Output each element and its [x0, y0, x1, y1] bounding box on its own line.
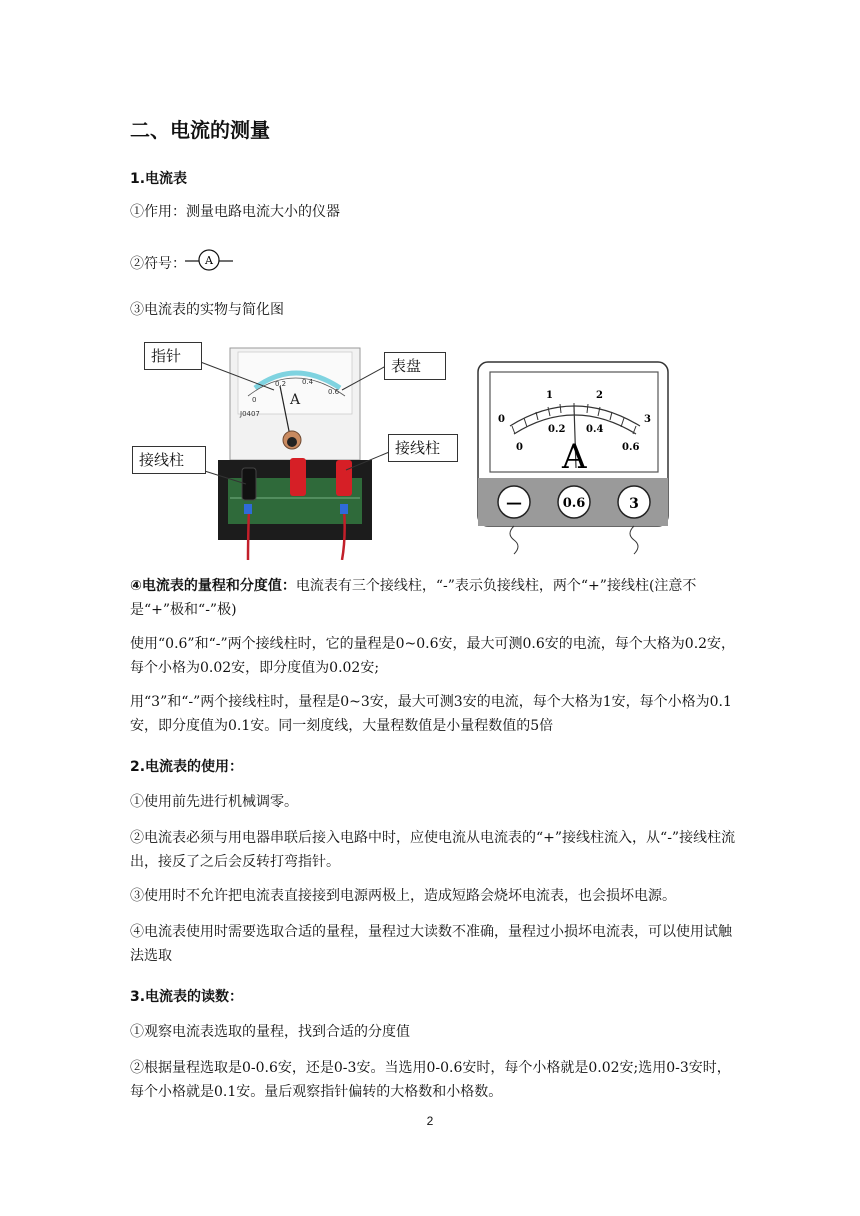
range-lead: ④电流表的量程和分度值：	[130, 578, 296, 594]
ammeter-symbol-icon	[185, 248, 235, 274]
heading-reading: 3.电流表的读数：	[130, 989, 244, 1005]
terminal-negative: —	[506, 493, 522, 512]
reading-item: ①观察电流表选取的量程，找到合适的分度值	[130, 1024, 410, 1040]
reading-item: ②根据量程选取是0-0.6安，还是0-3安。当选用0-0.6安时，每个小格就是0.02安;选用0-3安时，每个小格就是0.1安。量后观察指针偏转的大格数和小格数。	[130, 1060, 731, 1100]
usage-item: ④电流表使用时需要选取合适的量程，量程过大读数不准确，量程过小损坏电流表，可以使用试触法选取	[130, 924, 732, 964]
paragraph-range	[130, 574, 736, 622]
lower-scale-label: 0.4	[586, 424, 604, 435]
heading-usage: 2.电流表的使用：	[130, 759, 244, 775]
diagram-meter-letter: A	[562, 437, 587, 477]
usage-item: ③使用时不允许把电流表直接接到电源两极上，造成短路会烧坏电流表，也会损坏电源。	[130, 888, 676, 904]
terminal-3: 3	[629, 496, 639, 512]
usage-item: ①使用前先进行机械调零。	[130, 794, 298, 810]
paragraph-range-3: 用“3”和“-”两个接线柱时，量程是0~3安，最大可测3安的电流，每个大格为1安，每个小格为0.1安，即分度值为0.1安。同一刻度线，大量程数值是小量程数值的5倍	[130, 694, 732, 734]
photo-scale-label: 0.2	[275, 380, 287, 388]
photo-scale-label: 0.4	[302, 378, 314, 386]
upper-scale-label: 0	[498, 414, 505, 425]
usage-item: ②电流表必须与用电器串联后接入电路中时，应使电流从电流表的“+”接线柱流入，从“-”接线柱流出，接反了之后会反转打弯指针。	[130, 830, 736, 870]
callout-terminal-left: 接线柱	[132, 446, 206, 474]
upper-scale-label: 3	[644, 414, 651, 425]
terminal-0.6: 0.6	[562, 496, 586, 511]
photo-scale-label: 0	[252, 396, 257, 404]
paragraph-range-06: 使用“0.6”和“-”两个接线柱时，它的量程是0~0.6安，最大可测0.6安的电流，每个大格为0.2安，每个小格为0.02安，即分度值为0.02安;	[130, 636, 736, 676]
callout-dial: 表盘	[384, 352, 446, 380]
photo-meter-letter: A	[290, 392, 301, 408]
page-number: 2	[426, 1114, 434, 1128]
paragraph-function: ①作用：测量电路电流大小的仪器	[130, 204, 340, 220]
photo-scale-label: 0.6	[328, 388, 340, 396]
lower-scale-label: 0.6	[622, 442, 640, 453]
paragraph-symbol	[130, 252, 186, 276]
ammeter-photo	[130, 338, 460, 560]
callout-terminal-right: 接线柱	[388, 434, 458, 462]
section-title: 二、电流的测量	[130, 118, 270, 142]
lower-scale-label: 0	[516, 442, 523, 453]
heading-ammeter: 1.电流表	[130, 171, 188, 187]
callout-pointer: 指针	[144, 342, 202, 370]
photo-model: J0407	[240, 410, 260, 418]
paragraph-pictures: ③电流表的实物与简化图	[130, 302, 284, 318]
ammeter-symbol-letter: A	[205, 254, 213, 267]
ammeter-diagram	[474, 356, 674, 560]
range-rest: 电流表有三个接线柱，“-”表示负接线柱，两个“+”接线柱(注意不是“+”极和“-”极)	[130, 578, 697, 618]
upper-scale-label: 1	[546, 390, 553, 401]
lower-scale-label: 0.2	[548, 424, 566, 435]
symbol-label: ②符号：	[130, 256, 186, 272]
upper-scale-label: 2	[596, 390, 603, 401]
